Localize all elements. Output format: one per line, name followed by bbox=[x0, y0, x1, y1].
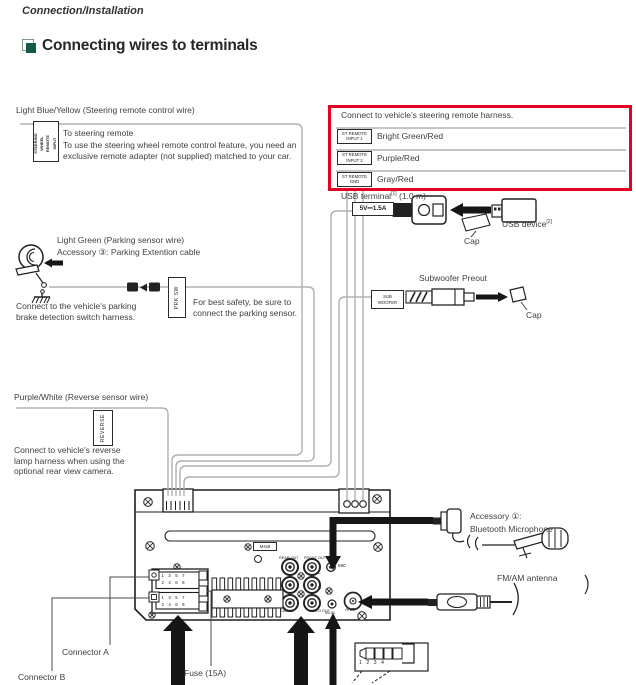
tag-line: REVERSE bbox=[100, 413, 106, 443]
screw-hole-icon bbox=[255, 556, 262, 563]
tag-line: INPUT bbox=[51, 137, 57, 150]
connector-b-pins-even: 2 4 6 8 bbox=[161, 602, 187, 607]
plug-pin-numbers: 1 2 3 4 bbox=[359, 660, 386, 666]
av-in-jack-icon bbox=[328, 600, 336, 608]
usb-device-label bbox=[502, 219, 552, 230]
connector-b-label: Connector B bbox=[18, 672, 66, 682]
subwoofer-cap-label: Cap bbox=[526, 310, 542, 320]
harness-wire-color: Bright Green/Red bbox=[377, 131, 444, 141]
tag-line: GND bbox=[349, 179, 360, 185]
prk-sw-tag bbox=[168, 277, 186, 318]
st-remote-input1-tag bbox=[337, 129, 372, 144]
usb-terminal-label bbox=[341, 191, 426, 202]
tag-line: ST REMOTE bbox=[342, 152, 367, 158]
harness-wire-color: Gray/Red bbox=[377, 174, 414, 184]
tag-line: ST REMOTE bbox=[342, 130, 367, 136]
tag-line: WHEEL bbox=[39, 136, 45, 151]
mic-label: MIC bbox=[338, 563, 347, 568]
bluetooth-accessory-label: Accessory ①: bbox=[470, 511, 522, 521]
usb-cap-label: Cap bbox=[464, 236, 480, 246]
front-out-label: FRONT OUT bbox=[304, 556, 327, 560]
harness-wire-color: Purple/Red bbox=[377, 152, 420, 163]
tag-line: ST REMOTE bbox=[342, 173, 367, 179]
rear-out-label: REAR OUT bbox=[279, 556, 299, 560]
right-channel-label: R bbox=[318, 585, 322, 590]
breadcrumb: Connection/Installation bbox=[22, 5, 144, 17]
left-channel-label: L bbox=[318, 570, 321, 575]
usb-rating-tag: 5V⎓1.5A bbox=[352, 202, 394, 216]
tag-line: PRK SW bbox=[174, 285, 180, 310]
usb-device-footnote-sup: [2] bbox=[546, 219, 552, 226]
tag-line: SUB bbox=[383, 294, 392, 300]
st-remote-gnd-tag bbox=[337, 172, 372, 187]
harness-title: Connect to vehicle’s steering remote harness. bbox=[341, 110, 514, 120]
m4x8-tag: M4x8 bbox=[253, 542, 277, 551]
steering-to-label: To steering remote bbox=[63, 128, 134, 138]
connector-a-pins-even: 2 4 6 8 bbox=[161, 580, 187, 585]
connector-b-pins-odd: 1 3 5 7 bbox=[161, 594, 187, 600]
video-out-label: VIDEO OUT bbox=[309, 609, 330, 613]
usb-label-text: USB terminal bbox=[341, 191, 392, 201]
inline-connector-icon bbox=[127, 283, 160, 292]
ant-label: ANT bbox=[345, 608, 355, 613]
st-remote-input2-tag bbox=[337, 151, 372, 166]
cam-in-label: CAM IN bbox=[280, 609, 294, 613]
reverse-wire-label: Purple/White (Reverse sensor wire) bbox=[14, 392, 149, 402]
heatsink-drawing bbox=[212, 578, 283, 617]
av-in-label: AV-IN bbox=[325, 611, 335, 615]
parking-wire-label: Light Green (Parking sensor wire) bbox=[57, 235, 185, 245]
page-title: Connecting wires to terminals bbox=[42, 37, 258, 54]
fuse-label: Fuse (15A) bbox=[184, 668, 227, 678]
tag-line: INPUT 2 bbox=[346, 157, 363, 163]
reverse-connect-note: Connect to vehicle’s reverse lamp harness when using the optional rear view camera. bbox=[14, 445, 125, 477]
steering-wheel-remote-tag bbox=[33, 121, 59, 162]
parking-connect-note: Connect to the vehicle’s parking brake detection switch harness. bbox=[16, 301, 137, 322]
section-marker-icon bbox=[26, 43, 36, 53]
usb-footnote-sup: [1] bbox=[391, 191, 397, 198]
subwoofer-label: Subwoofer Preout bbox=[419, 273, 488, 283]
rca-plug-icon bbox=[406, 287, 526, 305]
antenna-jack-icon bbox=[345, 593, 362, 610]
usb-length-text: (1.0 m) bbox=[396, 191, 426, 201]
steering-note: To use the steering wheel remote control feature, you need an exclusive remote adapter (not supplied) matched to your car. bbox=[63, 140, 297, 161]
usb-device-text: USB device bbox=[502, 219, 547, 229]
reverse-tag bbox=[93, 410, 113, 446]
connector-a-pins-odd: 1 3 5 7 bbox=[161, 572, 187, 578]
parking-brake-icon bbox=[16, 245, 46, 293]
steering-wire-label: Light Blue/Yellow (Steering remote control wire) bbox=[16, 105, 195, 115]
parking-safety-note: For best safety, be sure to connect the parking sensor. bbox=[193, 297, 297, 318]
tag-line: REMOTE bbox=[45, 134, 51, 153]
tag-line: WOOFER bbox=[377, 299, 398, 305]
parking-accessory-label: Accessory ③: Parking Extention cable bbox=[57, 247, 201, 257]
fm-am-antenna-label: FM/AM antenna bbox=[497, 573, 558, 583]
connector-a-label: Connector A bbox=[62, 647, 109, 657]
tag-line: STEERING bbox=[33, 133, 38, 154]
tag-line: INPUT 1 bbox=[346, 136, 363, 142]
vent-slot bbox=[165, 531, 375, 541]
subwoofer-tag bbox=[371, 290, 404, 309]
bluetooth-mic-label: Bluetooth Microphone bbox=[470, 524, 553, 534]
